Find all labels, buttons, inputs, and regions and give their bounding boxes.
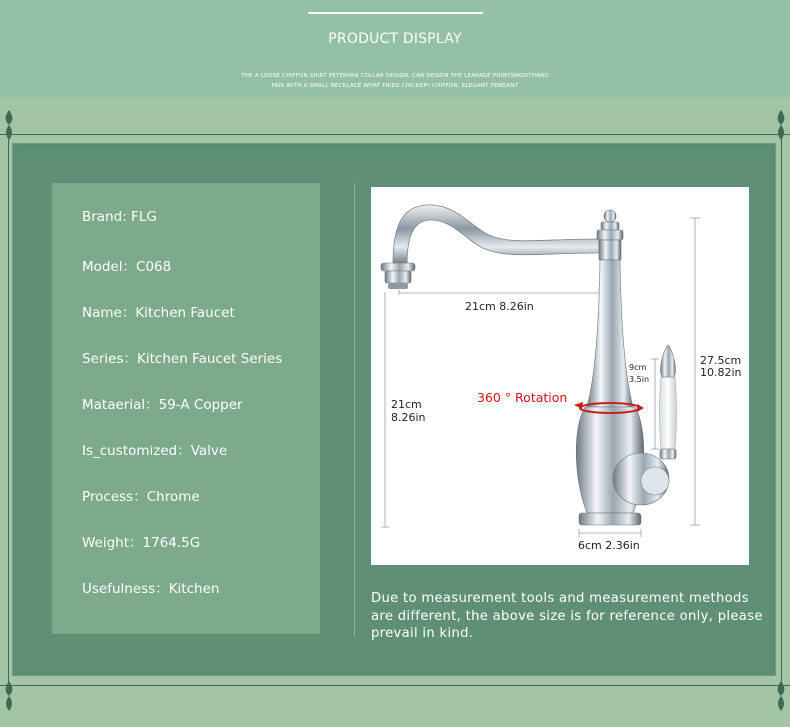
dim-handle-in: 3.5in xyxy=(629,375,650,384)
dim-spout-height-cm: 21cm xyxy=(391,398,422,411)
dim-total-height-cm: 27.5cm xyxy=(700,354,742,367)
spec-model: Model：C068 xyxy=(82,259,172,275)
frame-line-right xyxy=(781,134,782,686)
dim-handle-cm: 9cm xyxy=(629,363,647,372)
spec-brand: Brand: FLG xyxy=(82,209,157,225)
header-banner xyxy=(0,0,790,97)
header-divider-line xyxy=(308,12,483,14)
ornament-bottom-right-icon xyxy=(774,681,788,711)
page-title: PRODUCT DISPLAY xyxy=(328,31,462,47)
header-subtitle-line2: FAIR WITH A SMALL NECKLACE WHAT FRIED CHICKEN! CHIFFON, ELEGANT PENDANT xyxy=(271,83,519,89)
rotation-label: 360 ° Rotation xyxy=(477,390,568,405)
faucet-image xyxy=(371,187,749,565)
dim-base: 6cm 2.36in xyxy=(578,539,640,552)
product-photo xyxy=(371,187,749,565)
frame-line-top xyxy=(0,134,790,135)
dim-spout-reach: 21cm 8.26in xyxy=(465,300,534,313)
dim-total-height-in: 10.82in xyxy=(700,366,742,379)
measurement-note: Due to measurement tools and measurement methods are different, the above size is for reference only, please prevail in kind. xyxy=(371,591,763,641)
spec-process: Process：Chrome xyxy=(82,489,200,505)
frame-line-left xyxy=(8,134,9,686)
dim-spout-height-in: 8.26in xyxy=(391,411,426,424)
spec-name: Name：Kitchen Faucet xyxy=(82,305,235,321)
vertical-divider xyxy=(354,183,355,637)
spec-customized: Is_customized：Valve xyxy=(82,443,228,459)
ornament-top-left-icon xyxy=(2,110,16,140)
spec-series: Series：Kitchen Faucet Series xyxy=(82,351,283,367)
frame-line-bottom xyxy=(0,685,790,686)
spec-material: Mataerial：59-A Copper xyxy=(82,397,243,413)
spec-usefulness: Usefulness：Kitchen xyxy=(82,581,220,597)
ornament-top-right-icon xyxy=(774,110,788,140)
spec-weight: Weight：1764.5G xyxy=(82,535,201,551)
ornament-bottom-left-icon xyxy=(2,681,16,711)
header-subtitle-line1: THE A LOOSE CHIFFON SHIRT PETERPAN COLLAR DESIGN, CAN DESIGN THE LEAKAGE POINTSMOOTHAND xyxy=(241,73,549,79)
